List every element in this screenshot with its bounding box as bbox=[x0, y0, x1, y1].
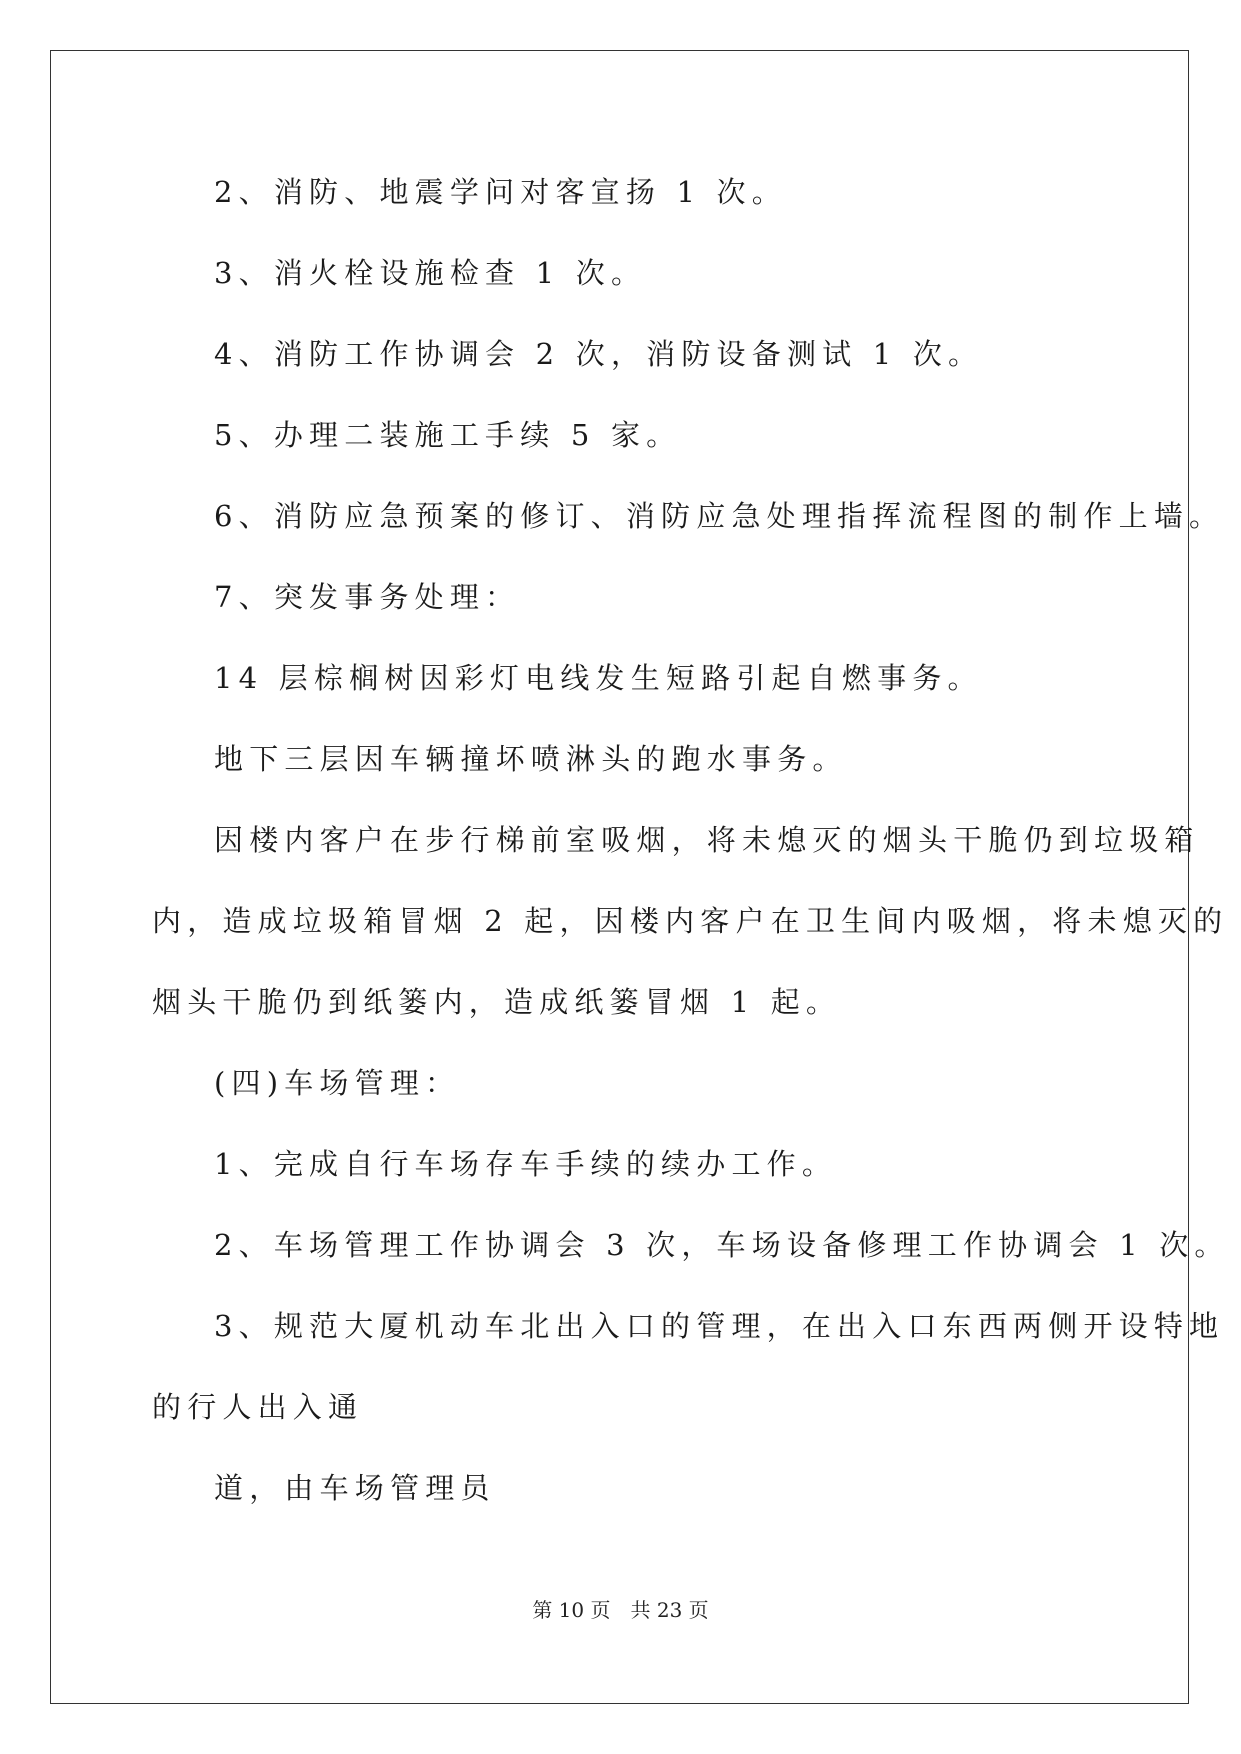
page-number-current: 第 10 页 bbox=[532, 1598, 611, 1622]
paragraph-line: 1、完成自行车场存车手续的续办工作。 bbox=[214, 1147, 838, 1181]
paragraph-line: 地下三层因车辆撞坏喷淋头的跑水事务。 bbox=[214, 742, 848, 776]
paragraph-line: 3、规范大厦机动车北出入口的管理，在出入口东西两侧开设特地 bbox=[214, 1309, 1225, 1343]
paragraph-line: 道，由车场管理员 bbox=[214, 1471, 496, 1505]
paragraph-line: 2、消防、地震学问对客宣扬 1 次。 bbox=[214, 175, 787, 209]
paragraph-line: 5、办理二装施工手续 5 家。 bbox=[214, 418, 682, 452]
page-footer bbox=[0, 1596, 1241, 1624]
paragraph-line: 的行人出入通 bbox=[152, 1390, 364, 1424]
paragraph-line: 2、车场管理工作协调会 3 次，车场设备修理工作协调会 1 次。 bbox=[214, 1228, 1230, 1262]
paragraph-line: 烟头干脆仍到纸篓内，造成纸篓冒烟 1 起。 bbox=[152, 985, 842, 1019]
paragraph-line: (四)车场管理： bbox=[214, 1066, 461, 1100]
paragraph-line: 3、消火栓设施检查 1 次。 bbox=[214, 256, 647, 290]
paragraph-line: 内，造成垃圾箱冒烟 2 起，因楼内客户在卫生间内吸烟，将未熄灭的 bbox=[152, 904, 1229, 938]
paragraph-line: 因楼内客户在步行梯前室吸烟，将未熄灭的烟头干脆仍到垃圾箱 bbox=[214, 823, 1200, 857]
paragraph-line: 14 层棕榈树因彩灯电线发生短路引起自燃事务。 bbox=[214, 661, 983, 695]
paragraph-line: 6、消防应急预案的修订、消防应急处理指挥流程图的制作上墙。 bbox=[214, 499, 1225, 533]
paragraph-line: 7、突发事务处理： bbox=[214, 580, 521, 614]
page-number-total: 共 23 页 bbox=[630, 1598, 709, 1622]
page-frame bbox=[50, 50, 1189, 1704]
paragraph-line: 4、消防工作协调会 2 次，消防设备测试 1 次。 bbox=[214, 337, 984, 371]
